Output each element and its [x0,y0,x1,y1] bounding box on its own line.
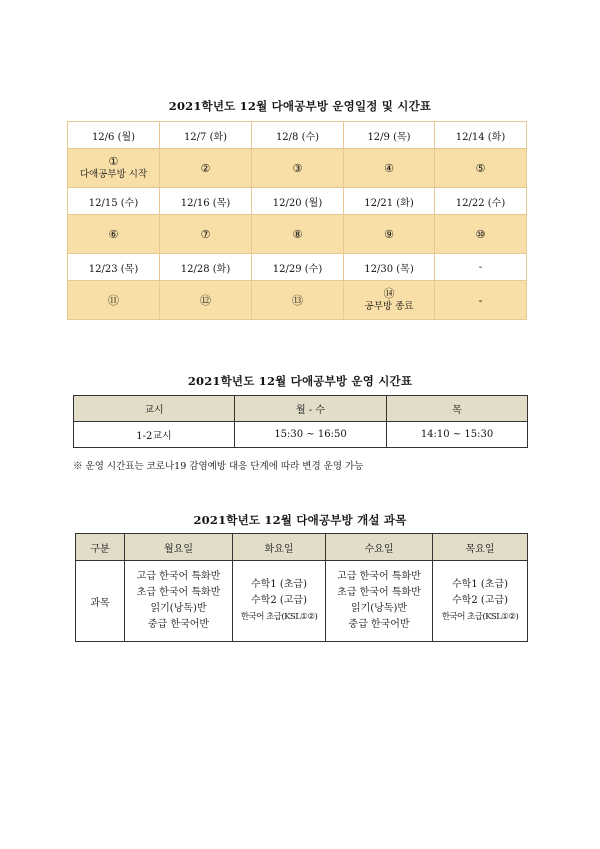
date-cell: 12/23 (목) [68,254,160,281]
session-cell [435,215,527,254]
session-number: ⑫ [200,293,211,307]
timetable-title: 2021학년도 12월 다애공부방 운영 시간표 [187,374,413,388]
session-number: ⑪ [108,293,119,307]
date-cell: 12/15 (수) [68,188,160,215]
session-number: ⑤ [475,161,486,175]
schedule-title: 2021학년도 12월 다애공부방 운영일정 및 시간표 [168,99,432,113]
session-number: ⑩ [475,227,486,241]
date-cell: 12/21 (화) [344,188,435,215]
monday-subjects [125,561,233,642]
schedule-session-row [68,281,527,320]
tuesday-subjects [233,561,326,642]
session-number: ⑧ [292,227,303,241]
time-thu-cell: 14:10 ~ 15:30 [387,422,528,448]
subject-item: 수학1 (초급) [251,579,307,590]
subject-item: 읽기(낭독)반 [350,603,408,614]
header-wednesday: 수요일 [326,534,433,561]
subject-item: 읽기(낭독)반 [150,603,207,614]
session-number: ④ [384,161,394,175]
session-cell [68,281,160,320]
session-number: ① [108,155,119,168]
timetable-row [74,422,528,448]
thursday-subjects [433,561,528,642]
session-cell [160,281,252,320]
date-cell: 12/22 (수) [435,188,527,215]
session-cell [160,149,252,188]
session-number: ⑬ [292,293,303,307]
date-cell: 12/6 (월) [68,122,160,149]
header-category: 구분 [76,534,125,561]
subjects-table [75,533,528,642]
session-cell [160,215,252,254]
header-mon-wed: 월 - 수 [235,396,387,422]
date-cell: 12/30 (목) [344,254,435,281]
row-label: 과목 [76,561,125,642]
subjects-title: 2021학년도 12월 다애공부방 개설 과목 [193,513,407,527]
session-cell [68,215,160,254]
subject-item: 수학1 (초급) [452,579,508,590]
session-number: ② [200,161,211,175]
time-mon-wed-cell: 15:30 ~ 16:50 [235,422,387,448]
session-cell [252,149,344,188]
date-cell: 12/9 (목) [344,122,435,149]
subject-item: 한국어 초급(KSL①②) [441,612,519,622]
subjects-header-row [76,534,528,561]
schedule-session-row [68,149,527,188]
wednesday-subjects [326,561,433,642]
date-cell: 12/29 (수) [252,254,344,281]
schedule-date-row [68,188,527,215]
header-tuesday: 화요일 [233,534,326,561]
session-cell [344,149,435,188]
session-cell [344,281,435,320]
subjects-row [76,561,528,642]
date-cell: 12/28 (화) [160,254,252,281]
date-cell: 12/8 (수) [252,122,344,149]
date-cell: 12/14 (화) [435,122,527,149]
date-cell: 12/20 (월) [252,188,344,215]
session-number: - [478,293,483,307]
session-number: ⑭ [383,287,395,300]
schedule-session-row [68,215,527,254]
session-cell [252,281,344,320]
header-thursday: 목요일 [433,534,528,561]
schedule-date-row [68,122,527,149]
session-note: 다애공부방 시작 [79,169,148,180]
session-cell [68,149,160,188]
header-thu: 목 [387,396,528,422]
session-number: ③ [292,161,303,175]
subject-item: 한국어 초급(KSL①②) [240,612,318,622]
timetable-table [73,395,528,448]
schedule-date-row [68,254,527,281]
date-cell: - [435,254,527,281]
date-cell: 12/16 (목) [160,188,252,215]
subject-item: 수학2 (고급) [251,595,307,606]
session-cell [435,281,527,320]
subject-item: 초급 한국어 특화반 [337,587,421,598]
session-note: 공부방 종료 [364,301,414,312]
subject-item: 고급 한국어 특화반 [337,571,421,582]
period-cell: 1-2교시 [74,422,235,448]
session-cell [344,215,435,254]
timetable-footnote: ※ 운영 시간표는 코로나19 감염예방 대응 단계에 따라 변경 운영 가능 [73,461,364,472]
schedule-table [67,121,527,320]
subject-item: 중급 한국어반 [147,619,210,630]
header-monday: 월요일 [125,534,233,561]
subject-item: 고급 한국어 특화반 [136,571,221,582]
header-period: 교시 [74,396,235,422]
session-number: ⑨ [384,227,394,241]
session-number: ⑦ [200,227,211,241]
subject-item: 초급 한국어 특화반 [136,587,221,598]
date-cell: 12/7 (화) [160,122,252,149]
subject-item: 중급 한국어반 [348,619,410,630]
timetable-header-row [74,396,528,422]
subject-item: 수학2 (고급) [452,595,508,606]
session-cell [435,149,527,188]
session-cell [252,215,344,254]
session-number: ⑥ [108,227,119,241]
